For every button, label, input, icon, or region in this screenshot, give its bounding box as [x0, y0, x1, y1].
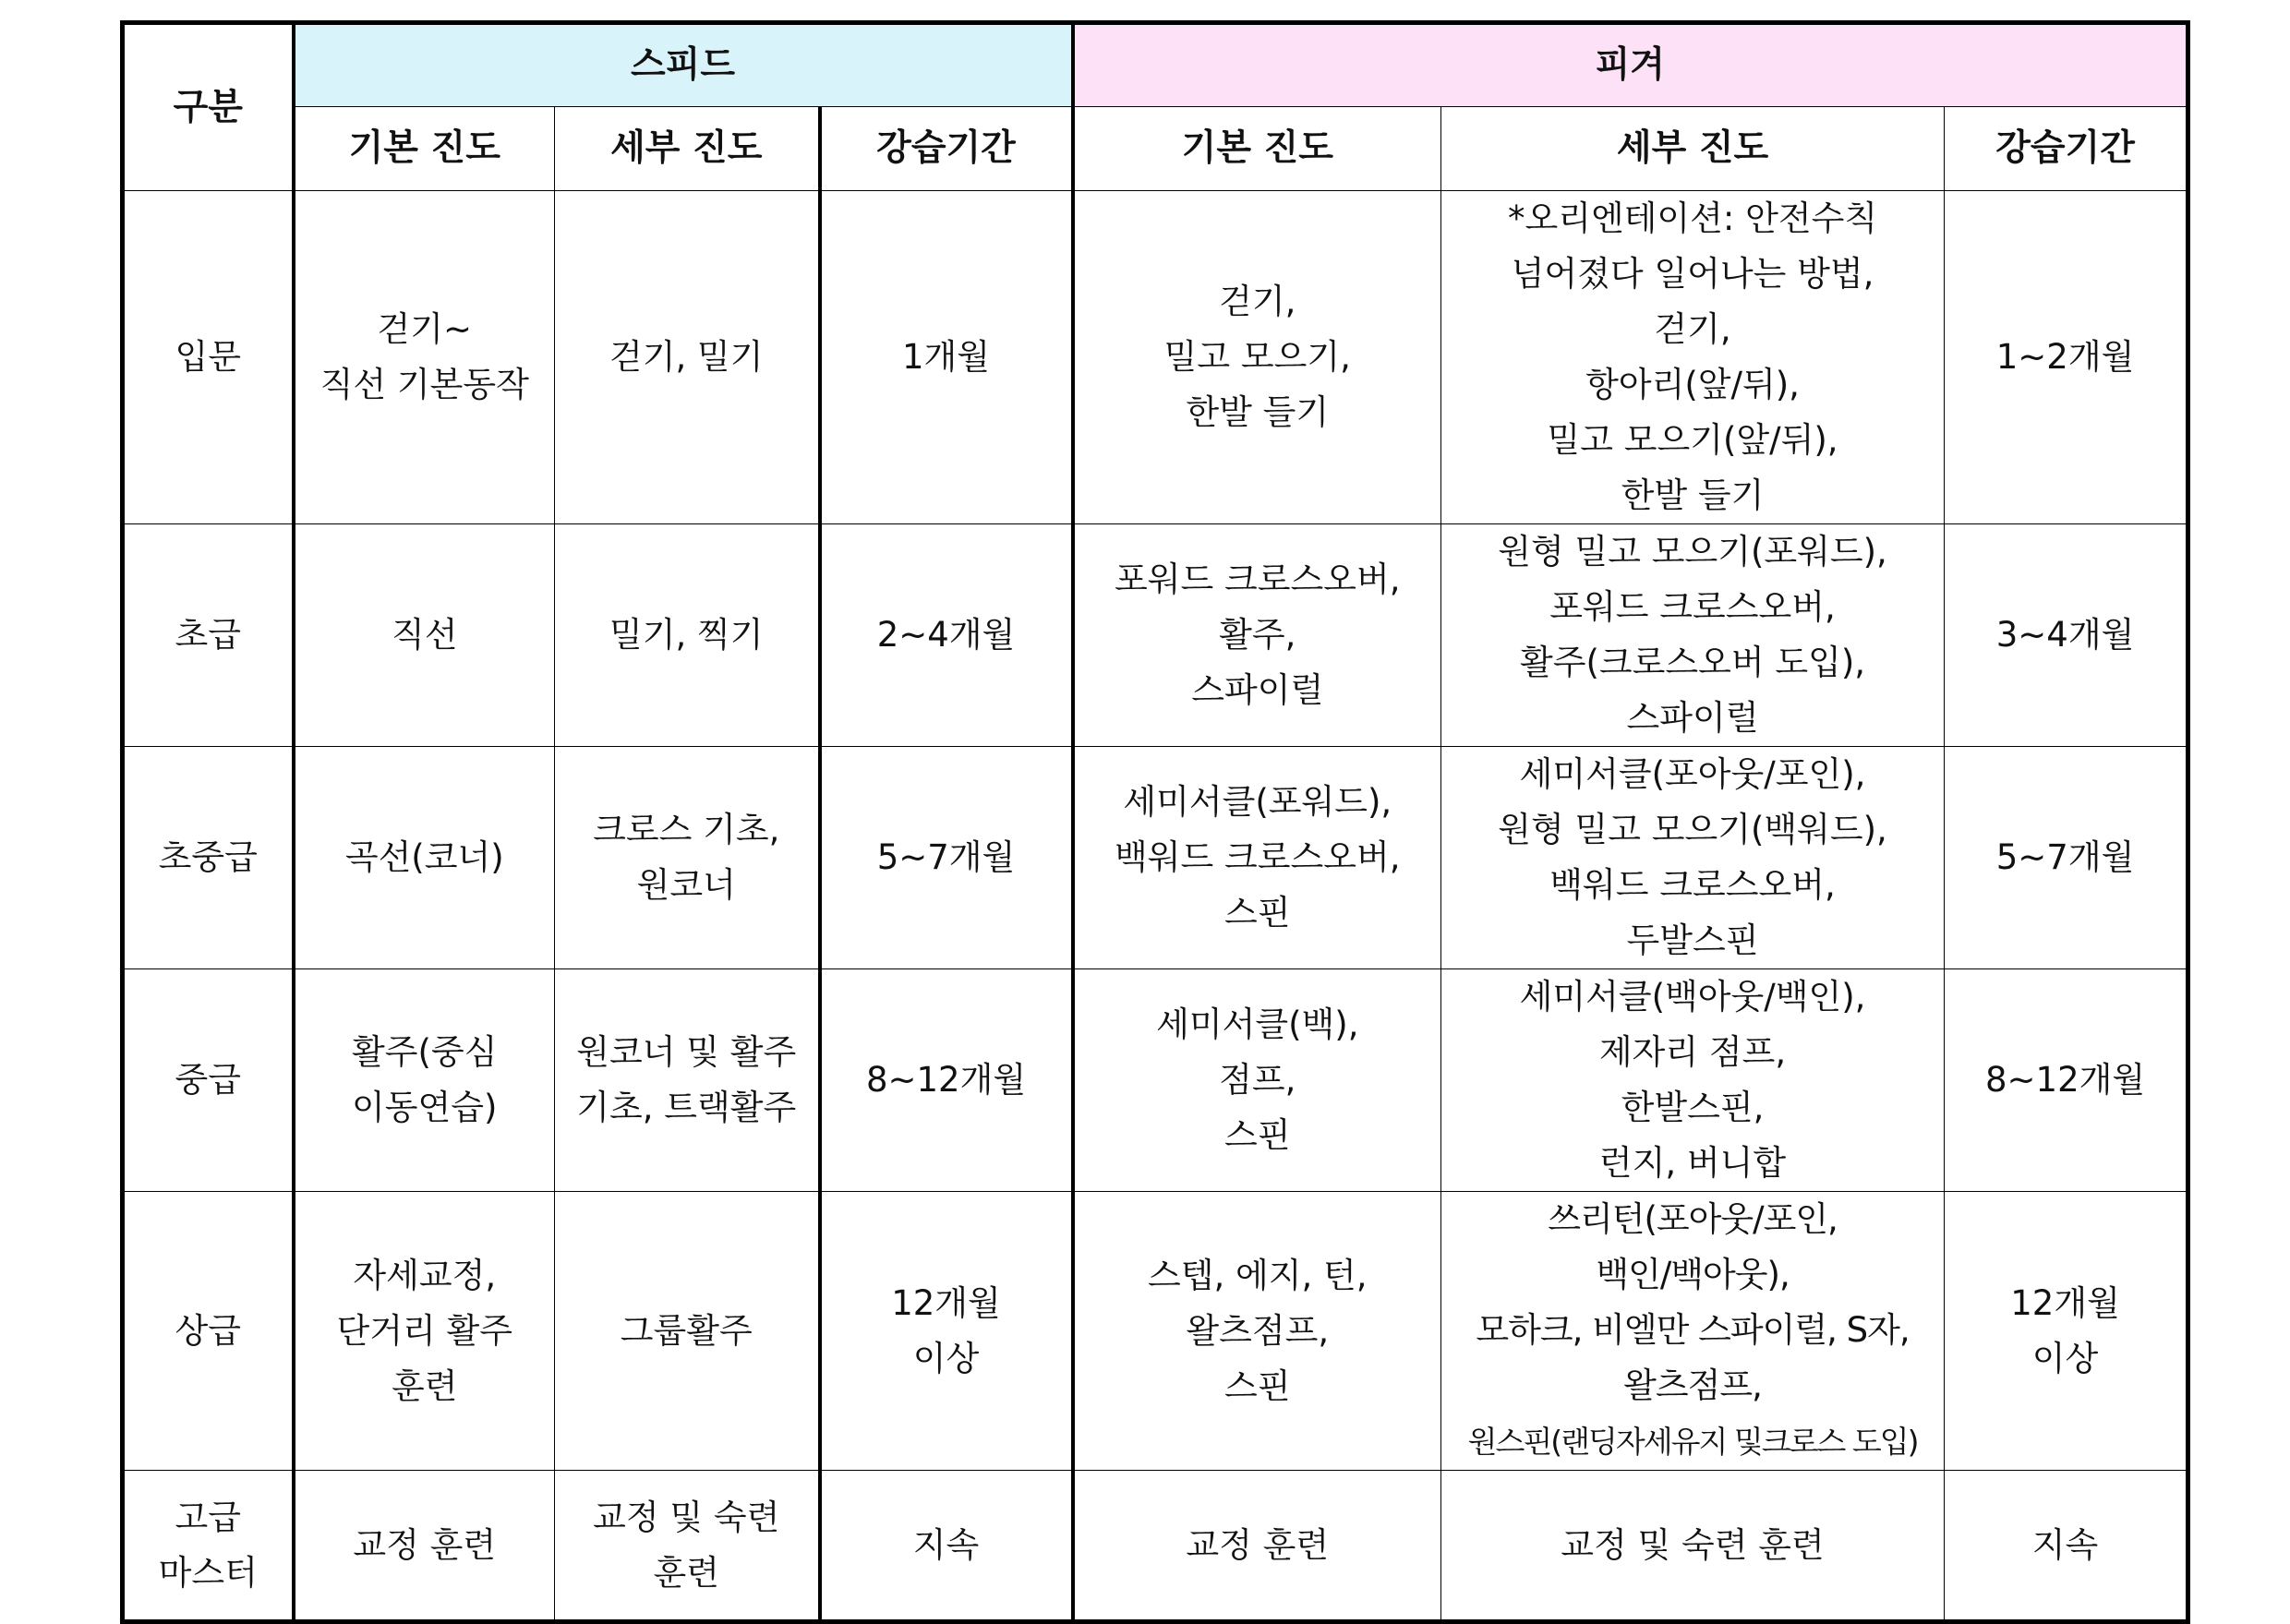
- header-speed: 스피드: [294, 23, 1073, 107]
- level-cell: 초급: [123, 524, 294, 747]
- figure-detail-text: 쓰리턴(포아웃/포인, 백인/백아웃), 모하크, 비엘만 스파이럴, S자, 왈츠점프,: [1476, 1199, 1910, 1405]
- speed-detail-cell: 걷기, 밀기: [555, 191, 820, 524]
- speed-basic-cell: 교정 훈련: [294, 1471, 555, 1622]
- figure-basic-cell: 포워드 크로스오버, 활주, 스파이럴: [1073, 524, 1441, 747]
- figure-basic-cell: 걷기, 밀고 모으기, 한발 들기: [1073, 191, 1441, 524]
- level-cell: 고급 마스터: [123, 1471, 294, 1622]
- figure-detail-cell: 교정 및 숙련 훈련: [1441, 1471, 1945, 1622]
- speed-period-cell: 5~7개월: [820, 747, 1073, 969]
- figure-basic-cell: 스텝, 에지, 턴, 왈츠점프, 스핀: [1073, 1192, 1441, 1471]
- level-cell: 상급: [123, 1192, 294, 1471]
- figure-detail-cell: [1441, 1192, 1945, 1471]
- figure-detail-cell: 세미서클(백아웃/백인), 제자리 점프, 한발스핀, 런지, 버니합: [1441, 969, 1945, 1192]
- figure-basic-cell: 세미서클(백), 점프, 스핀: [1073, 969, 1441, 1192]
- header-speed-detail: 세부 진도: [555, 107, 820, 191]
- table-row: [123, 191, 2188, 524]
- header-category: 구분: [123, 23, 294, 191]
- table-row: [123, 1471, 2188, 1622]
- speed-period-cell: 2~4개월: [820, 524, 1073, 747]
- figure-detail-cell: *오리엔테이션: 안전수칙 넘어졌다 일어나는 방법, 걷기, 항아리(앞/뒤), 밀고 모으기(앞/뒤), 한발 들기: [1441, 191, 1945, 524]
- figure-period-cell: 1~2개월: [1945, 191, 2188, 524]
- speed-detail-cell: 크로스 기초, 원코너: [555, 747, 820, 969]
- header-figure-detail: 세부 진도: [1441, 107, 1945, 191]
- level-cell: 초중급: [123, 747, 294, 969]
- speed-basic-cell: 걷기~ 직선 기본동작: [294, 191, 555, 524]
- speed-detail-cell: 그룹활주: [555, 1192, 820, 1471]
- table-row: [123, 969, 2188, 1192]
- figure-detail-cell: 원형 밀고 모으기(포워드), 포워드 크로스오버, 활주(크로스오버 도입), 스파이럴: [1441, 524, 1945, 747]
- speed-period-cell: 8~12개월: [820, 969, 1073, 1192]
- level-cell: 중급: [123, 969, 294, 1192]
- speed-basic-cell: 활주(중심 이동연습): [294, 969, 555, 1192]
- header-row-sub: [123, 107, 2188, 191]
- table-row: [123, 524, 2188, 747]
- speed-detail-cell: 밀기, 찍기: [555, 524, 820, 747]
- figure-period-cell: 12개월 이상: [1945, 1192, 2188, 1471]
- speed-detail-cell: 교정 및 숙련 훈련: [555, 1471, 820, 1622]
- speed-period-cell: 1개월: [820, 191, 1073, 524]
- figure-period-cell: 지속: [1945, 1471, 2188, 1622]
- speed-period-cell: 12개월 이상: [820, 1192, 1073, 1471]
- speed-detail-cell: 원코너 및 활주 기초, 트랙활주: [555, 969, 820, 1192]
- figure-detail-last-line: 원스핀(랜딩자세유지 및크로스 도입): [1467, 1424, 1918, 1460]
- header-speed-basic: 기본 진도: [294, 107, 555, 191]
- speed-basic-cell: 직선: [294, 524, 555, 747]
- header-figure-period: 강습기간: [1945, 107, 2188, 191]
- figure-basic-cell: 교정 훈련: [1073, 1471, 1441, 1622]
- figure-basic-cell: 세미서클(포워드), 백워드 크로스오버, 스핀: [1073, 747, 1441, 969]
- table-row: [123, 1192, 2188, 1471]
- figure-period-cell: 8~12개월: [1945, 969, 2188, 1192]
- speed-basic-cell: 곡선(코너): [294, 747, 555, 969]
- speed-basic-cell: 자세교정, 단거리 활주 훈련: [294, 1192, 555, 1471]
- header-figure-basic: 기본 진도: [1073, 107, 1441, 191]
- header-speed-period: 강습기간: [820, 107, 1073, 191]
- speed-period-cell: 지속: [820, 1471, 1073, 1622]
- curriculum-table: [120, 20, 2190, 1624]
- table-row: [123, 747, 2188, 969]
- figure-detail-cell: 세미서클(포아웃/포인), 원형 밀고 모으기(백워드), 백워드 크로스오버, 두발스핀: [1441, 747, 1945, 969]
- header-figure: 피겨: [1073, 23, 2188, 107]
- header-row-top: [123, 23, 2188, 107]
- figure-period-cell: 3~4개월: [1945, 524, 2188, 747]
- level-cell: 입문: [123, 191, 294, 524]
- figure-period-cell: 5~7개월: [1945, 747, 2188, 969]
